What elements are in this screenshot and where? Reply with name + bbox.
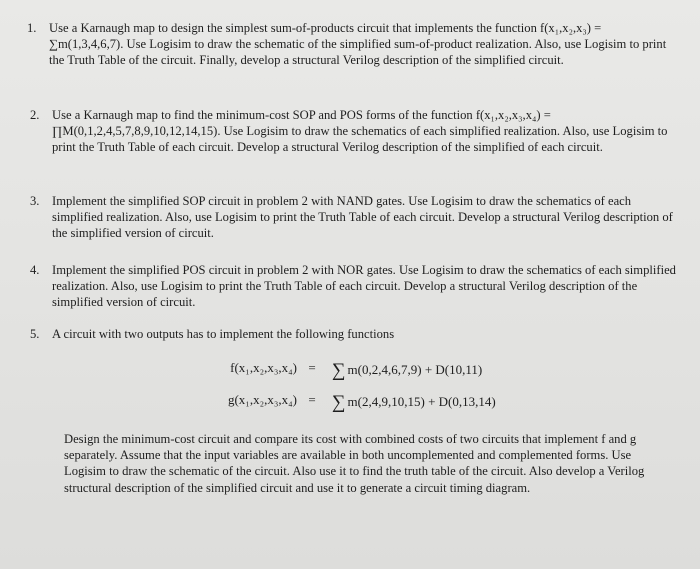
problem-4: [30, 262, 680, 311]
problem-text: Use a Karnaugh map to find the minimum-cost SOP and POS forms of the function f(x₁,x₂,x₃,x₄) = ∏M(0,1,2,4,5,7,8,9,10,12,14,15). Use Logisim to draw the schematics of each simplified realization. Also, use Logisim to print the Truth Table of each circuit. Develop a structural Verilog description of the simplified of each circuit.: [52, 108, 668, 155]
minterm-list: m(2,4,9,10,15) + D(0,13,14): [347, 394, 496, 409]
equation-lhs: g(x₁,x₂,x₃,x₄): [227, 392, 297, 407]
problem-1: [27, 20, 677, 69]
problem-5: [30, 326, 680, 342]
problem-number: 5.: [30, 327, 40, 341]
equation-f: [147, 360, 567, 380]
sigma-symbol: ∑: [332, 360, 346, 381]
problem-text: Implement the simplified SOP circuit in problem 2 with NAND gates. Use Logisim to draw the schematics of each simplified realization. Also, use Logisim to print the Truth Table of each circuit. Develop a structural Verilog description of the simplified version of circuit.: [52, 194, 673, 241]
equation-g: [147, 392, 567, 412]
sigma-symbol: ∑: [332, 392, 346, 413]
equals-sign: =: [308, 360, 316, 375]
problem-2: [30, 107, 680, 156]
problem-number: 2.: [30, 108, 40, 122]
problem-text: A circuit with two outputs has to implement the following functions: [52, 327, 395, 341]
problem-number: 4.: [30, 263, 40, 277]
equation-lhs: f(x₁,x₂,x₃,x₄): [230, 360, 297, 375]
equation-rhs: [332, 392, 496, 414]
problem-3: [30, 193, 680, 242]
minterm-list: m(0,2,4,6,7,9) + D(10,11): [347, 362, 483, 377]
equation-rhs: [332, 360, 482, 382]
problem-number: 1.: [27, 21, 37, 35]
problem-number: 3.: [30, 194, 40, 208]
problem-5-continued: Design the minimum-cost circuit and compare its cost with combined costs of two circuits that implement f and g separately. Assume that the input variables are available in both uncomplemented and complemented forms. Use Logisim to draw the schematic of the circuit. Also use it to find the truth table of the circuit. Also develop a Verilog structural description of the simplified circuit and use it to generate a circuit timing diagram.: [64, 432, 645, 495]
problem-text: Use a Karnaugh map to design the simplest sum-of-products circuit that implements the function f(x₁,x₂,x₃) = ∑m(1,3,4,6,7). Use Logisim to draw the schematic of the simplified sum-of-product realization. Also, use Logisim to print the Truth Table of the circuit. Finally, develop a structural Verilog description of the simplified circuit.: [49, 21, 667, 68]
equals-sign: =: [308, 392, 316, 407]
problem-text: Implement the simplified POS circuit in problem 2 with NOR gates. Use Logisim to draw the schematics of each simplified realization. Also, use Logisim to print the Truth Table of each circuit. Develop a structural Verilog description of the simplified version of circuit.: [52, 263, 676, 310]
